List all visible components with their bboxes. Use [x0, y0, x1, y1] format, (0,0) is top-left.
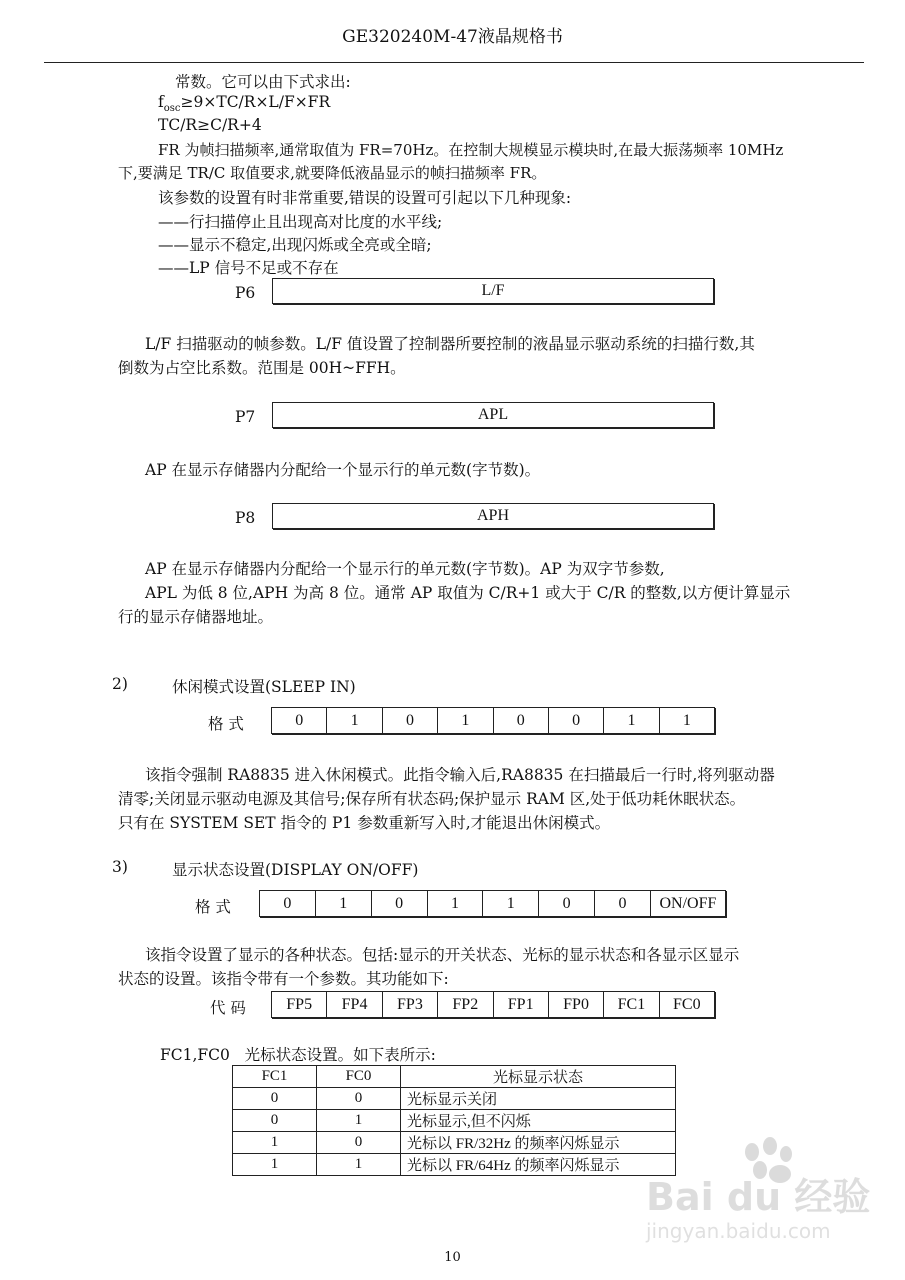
formula-rest: ≥9×TC/R×L/F×FR [180, 93, 331, 111]
code-cell: FP2 [438, 992, 493, 1017]
p7-description: AP 在显示存储器内分配给一个显示行的单元数(字节数)。 [145, 461, 541, 479]
code-cell: FP3 [383, 992, 438, 1017]
table-cell: 0 [233, 1110, 317, 1132]
symptom-item: ——显示不稳定,出现闪烁或全亮或全暗; [158, 236, 432, 254]
p6-register-field: L/F [272, 278, 714, 304]
bit-cell: 0 [494, 708, 549, 733]
table-header-cell: FC1 [233, 1066, 317, 1088]
fc-intro: FC1,FC0 光标状态设置。如下表所示: [160, 1046, 436, 1064]
bit-cell: 0 [383, 708, 438, 733]
sleep-description-line-2: 清零;关闭显示驱动电源及其信号;保存所有状态码;保护显示 RAM 区,处于低功耗休眠状态。 [118, 790, 746, 808]
fr-paragraph-line-1: FR 为帧扫描频率,通常取值为 FR=70Hz。在控制大规模显示模块时,在最大振荡频率 10MHz [158, 141, 784, 159]
table-cell: 光标显示关闭 [401, 1088, 676, 1110]
table-row [233, 1110, 676, 1132]
p6-description-line-1: L/F 扫描驱动的帧参数。L/F 值设置了控制器所要控制的液晶显示驱动系统的扫描行数,其 [145, 335, 755, 353]
bit-cell: 1 [428, 891, 484, 916]
p6-description-line-2: 倒数为占空比系数。范围是 00H~FFH。 [118, 359, 406, 377]
section-number: 3) [112, 858, 128, 876]
sleep-description-line-1: 该指令强制 RA8835 进入休闲模式。此指令输入后,RA8835 在扫描最后一行时,将列驱动器 [145, 766, 775, 784]
watermark-brand-text: Bai du 经验 [646, 1175, 871, 1219]
table-cell: 1 [233, 1154, 317, 1176]
table-cell: 1 [317, 1154, 401, 1176]
display-description-line-1: 该指令设置了显示的各种状态。包括:显示的开关状态、光标的显示状态和各显示区显示 [145, 946, 740, 964]
p7-register-field: APL [272, 402, 714, 428]
cursor-state-table [232, 1065, 676, 1176]
section-number: 2) [112, 675, 128, 693]
sleep-bit-format [271, 707, 715, 734]
table-cell: 0 [233, 1088, 317, 1110]
bit-cell: 0 [549, 708, 604, 733]
symptom-item: ——行扫描停止且出现高对比度的水平线; [158, 213, 443, 231]
fr-paragraph-line-2: 下,要满足 TR/C 取值要求,就要降低液晶显示的帧扫描频率 FR。 [118, 164, 547, 182]
code-cell: FP4 [327, 992, 382, 1017]
bit-cell: 0 [539, 891, 595, 916]
bit-cell: 0 [272, 708, 327, 733]
formula-fosc [158, 93, 330, 114]
p8-description-line-3: 行的显示存储器地址。 [118, 608, 274, 626]
settings-paragraph: 该参数的设置有时非常重要,错误的设置可引起以下几种现象: [158, 189, 572, 207]
code-cell: FP5 [272, 992, 327, 1017]
bit-cell: 0 [595, 891, 651, 916]
intro-line: 常数。它可以由下式求出: [175, 73, 351, 91]
table-cell: 光标显示,但不闪烁 [401, 1110, 676, 1132]
table-header-cell: FC0 [317, 1066, 401, 1088]
table-cell: 0 [317, 1132, 401, 1154]
table-cell: 1 [317, 1110, 401, 1132]
code-cell: FP1 [494, 992, 549, 1017]
p8-register-field: APH [272, 503, 714, 529]
p8-description-line-2: APL 为低 8 位,APH 为高 8 位。通常 AP 取值为 C/R+1 或大于 C/R 的整数,以方便计算显示 [145, 584, 791, 602]
table-cell: 0 [317, 1088, 401, 1110]
watermark-url-text: jingyan.baidu.com [646, 1219, 831, 1243]
code-cell: FP0 [549, 992, 604, 1017]
bit-cell: 0 [260, 891, 316, 916]
header-divider [44, 62, 864, 63]
code-label: 代 码 [210, 999, 246, 1017]
baidu-jingyan-watermark [640, 1130, 880, 1250]
display-parameter-codes [271, 991, 715, 1018]
bit-cell: 1 [604, 708, 659, 733]
table-header-cell: 光标显示状态 [401, 1066, 676, 1088]
table-row [233, 1154, 676, 1176]
bit-cell: 1 [438, 708, 493, 733]
table-header-row [233, 1066, 676, 1088]
document-header-title: GE320240M-47液晶规格书 [342, 27, 563, 47]
table-row [233, 1088, 676, 1110]
formula-sub: osc [163, 103, 181, 115]
p7-label: P7 [235, 408, 256, 426]
table-cell: 1 [233, 1132, 317, 1154]
code-cell: FC1 [604, 992, 659, 1017]
table-cell: 光标以 FR/32Hz 的频率闪烁显示 [401, 1132, 676, 1154]
symptom-item: ——LP 信号不足或不存在 [158, 259, 339, 277]
display-description-line-2: 状态的设置。该指令带有一个参数。其功能如下: [118, 970, 449, 988]
display-format-label: 格 式 [195, 898, 231, 916]
formula-tcr: TC/R≥C/R+4 [158, 116, 262, 134]
bit-cell: ON/OFF [659, 895, 717, 912]
display-bit-format [259, 890, 726, 917]
p8-label: P8 [235, 509, 256, 527]
table-cell: 光标以 FR/64Hz 的频率闪烁显示 [401, 1154, 676, 1176]
code-cell: FC0 [673, 996, 701, 1013]
sleep-description-line-3: 只有在 SYSTEM SET 指令的 P1 参数重新写入时,才能退出休闲模式。 [118, 814, 611, 832]
p6-label: P6 [235, 284, 256, 302]
p8-description-line-1: AP 在显示存储器内分配给一个显示行的单元数(字节数)。AP 为双字节参数, [145, 560, 665, 578]
display-section-title: 显示状态设置(DISPLAY ON/OFF) [172, 861, 419, 879]
bit-cell: 0 [372, 891, 428, 916]
table-row [233, 1132, 676, 1154]
sleep-format-label: 格 式 [208, 715, 244, 733]
formula-f: f [158, 93, 164, 111]
bit-cell: 1 [483, 891, 539, 916]
page-number: 10 [444, 1250, 461, 1265]
bit-cell: 1 [316, 891, 372, 916]
bit-cell: 1 [682, 712, 691, 729]
sleep-section-title: 休闲模式设置(SLEEP IN) [172, 678, 356, 696]
bit-cell: 1 [327, 708, 382, 733]
